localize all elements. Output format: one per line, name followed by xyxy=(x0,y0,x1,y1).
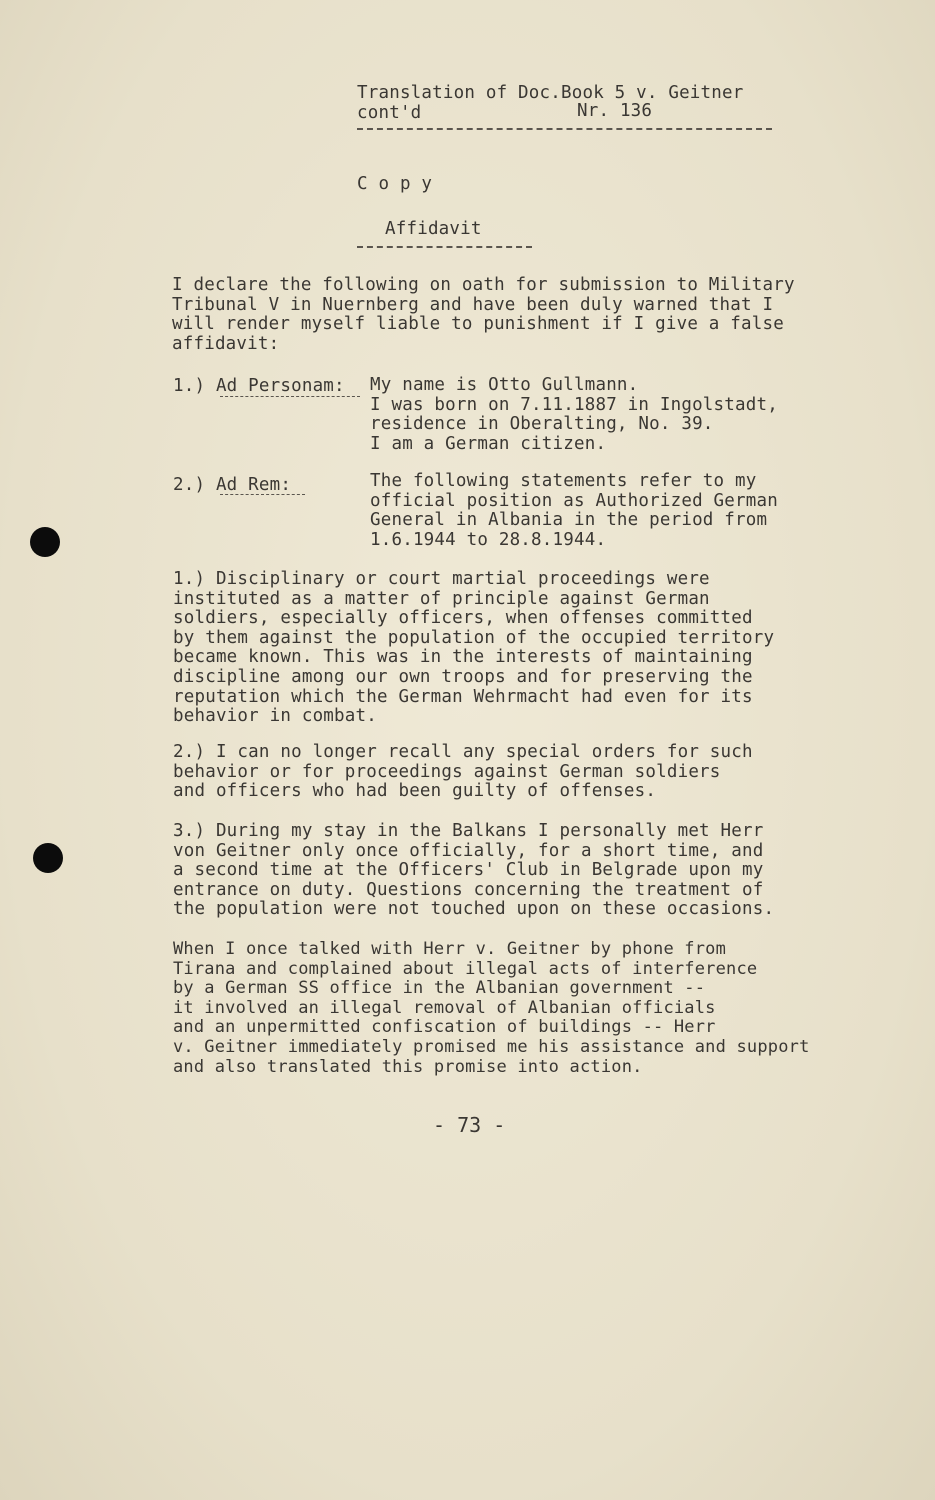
header-line-1: Translation of Doc.Book 5 v. Geitner xyxy=(357,83,744,103)
title-underline xyxy=(357,246,532,248)
paragraph-2: 2.) I can no longer recall any special orders for such behavior or for proceedings against German soldiers and officers who had been guilty of offenses. xyxy=(173,742,753,802)
ad-rem-underline xyxy=(220,494,305,495)
punch-hole-top xyxy=(30,527,60,557)
ad-personam-label: 1.) Ad Personam: xyxy=(173,376,345,396)
paragraph-1: 1.) Disciplinary or court martial proceedings were instituted as a matter of principle against German soldiers, especially officers, when offenses committed by them against the population of the occupied territory became known. This was in the interests of maintaining discipline among our own troops and for preserving the reputation which the German Wehrmacht had even for its behavior in combat. xyxy=(173,569,775,727)
intro-paragraph: I declare the following on oath for submission to Military Tribunal V in Nuernberg and have been duly warned that I will render myself liable to punishment if I give a false affidavit: xyxy=(172,275,795,354)
ad-rem-label: 2.) Ad Rem: xyxy=(173,475,292,495)
ad-rem-text: The following statements refer to my official position as Authorized German General in Albania in the period from 1.6.1944 to 28.8.1944. xyxy=(370,471,778,550)
punch-hole-bottom xyxy=(33,843,63,873)
ad-personam-underline xyxy=(220,396,360,397)
ad-personam-text: My name is Otto Gullmann. I was born on 7.11.1887 in Ingolstadt, residence in Oberalting, No. 39. I am a German citizen. xyxy=(370,375,778,454)
copy-label: C o p y xyxy=(357,174,433,194)
document-title: Affidavit xyxy=(385,219,482,239)
paragraph-4: When I once talked with Herr v. Geitner by phone from Tirana and complained about illegal acts of interference by a German SS office in the Albanian government -- it involved an illegal removal of Albanian officials and an unpermitted confiscation of buildings -- Herr v. Geitner immediately promised me his assistance and support and also translated this promise into action. xyxy=(173,939,810,1077)
page-number: - 73 - xyxy=(433,1113,506,1137)
header-divider xyxy=(357,128,772,130)
header-line-2-right: Nr. 136 xyxy=(577,101,653,121)
paragraph-3: 3.) During my stay in the Balkans I personally met Herr von Geitner only once officially, for a short time, and a second time at the Officers' Club in Belgrade upon my entrance on duty. Questions concerning the treatment of the population were not touched upon on these occasions. xyxy=(173,821,775,920)
header-line-2-left: cont'd xyxy=(357,103,422,123)
